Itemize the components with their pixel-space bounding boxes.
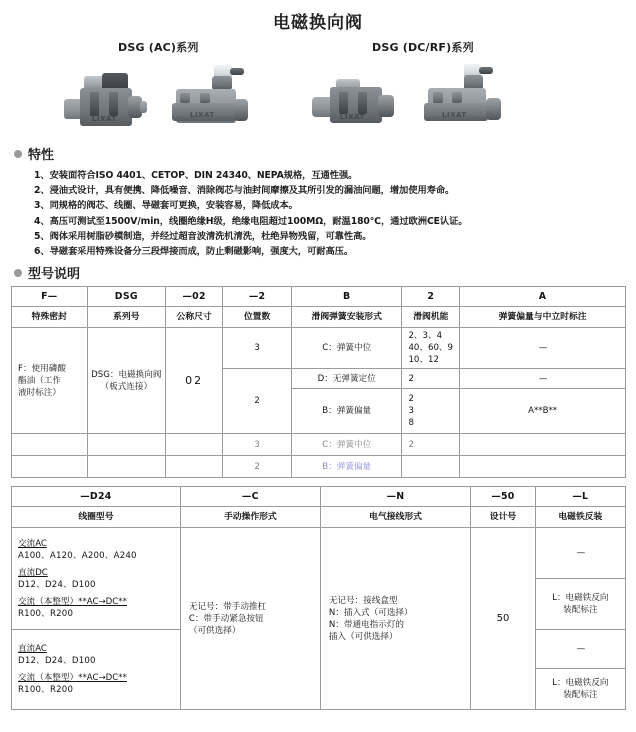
name-cell: 滑阀机能	[402, 307, 460, 328]
valve-logo: LIXAT	[442, 111, 467, 119]
table-row-names	[12, 507, 626, 528]
reverse-mount-cell: —	[535, 630, 625, 669]
reverse-mount-line: L：电磁铁反向	[552, 678, 609, 689]
table-row-names	[12, 307, 626, 328]
model-spec-heading	[0, 263, 636, 282]
bias-cell	[460, 456, 626, 478]
positions-cell: 2	[223, 456, 292, 478]
positions-cell: 3	[223, 328, 292, 369]
manual-line: （可供选择）	[188, 625, 241, 636]
wiring-line: N：带通电指示灯的	[328, 619, 405, 630]
special-seal-cell	[12, 456, 88, 478]
coil-group-values: D12、D24、D100	[18, 656, 96, 667]
name-cell: 电气接线形式	[320, 507, 470, 528]
name-cell: 手动操作形式	[180, 507, 320, 528]
wiring-line: N：插入式（可选择）	[328, 607, 413, 618]
name-cell: 设计号	[471, 507, 535, 528]
reverse-mount-cell	[535, 669, 625, 710]
model-spec-tables	[0, 282, 636, 710]
wiring-form-cell	[320, 528, 470, 710]
table-row	[12, 528, 626, 579]
code-cell: —50	[471, 487, 535, 507]
features-list	[0, 168, 636, 259]
function-line: 10、12	[408, 355, 439, 366]
coil-group-values: R100、R200	[18, 685, 74, 696]
reverse-mount-line: 装配标注	[563, 605, 598, 616]
series-line: （板式连接）	[100, 381, 153, 392]
spring-form-cell: B：弹簧偏量	[291, 389, 402, 434]
positions-cell: 2	[223, 369, 292, 434]
name-cell: 弹簧偏量与中立时标注	[460, 307, 626, 328]
bias-cell: A**B**	[460, 389, 626, 434]
valve-function-cell	[402, 328, 460, 369]
table-row-codes	[12, 287, 626, 307]
design-number-cell: 50	[471, 528, 535, 710]
code-cell: —L	[535, 487, 625, 507]
name-cell: 滑阀弹簧安装形式	[291, 307, 402, 328]
reverse-mount-line: L：电磁铁反向	[552, 593, 609, 604]
series-label-dcrf: DSG (DC/RF)系列	[372, 41, 474, 54]
code-cell: —2	[223, 287, 292, 307]
page-title: 电磁换向阀	[273, 13, 363, 33]
features-heading-label: 特性	[28, 148, 55, 163]
coil-type-cell-lower	[12, 630, 181, 710]
feature-item: 5、阀体采用树脂砂模制造，并经过超音波清洗机清洗，杜绝异物残留，可靠性高。	[34, 230, 372, 242]
code-cell: 2	[402, 287, 460, 307]
reverse-mount-line: 装配标注	[563, 690, 598, 701]
feature-item: 1、安装面符合ISO 4401、CETOP、DIN 24340、NEPA规格，互通性强。	[34, 170, 358, 181]
valve-image-dcrf-1	[312, 59, 408, 137]
bias-cell: —	[460, 328, 626, 369]
bullet-icon	[14, 269, 22, 277]
code-cell: —N	[320, 487, 470, 507]
coil-group-title: 交流AC	[18, 538, 47, 549]
spring-form-cell: C：弹簧中位	[291, 328, 402, 369]
name-cell: 特殊密封	[12, 307, 88, 328]
nominal-size-cell	[166, 456, 223, 478]
table-row-codes	[12, 487, 626, 507]
bias-cell: —	[460, 369, 626, 389]
function-line: 2、3、4	[408, 331, 443, 342]
nominal-size-cell	[166, 434, 223, 456]
coil-group-values: R100、R200	[18, 608, 74, 619]
name-cell: 电磁铁反装	[535, 507, 625, 528]
name-cell: 线圈型号	[12, 507, 181, 528]
coil-group-title: 交流（本整型）**AC→DC**	[18, 596, 127, 607]
code-cell: B	[291, 287, 402, 307]
manual-line: C：带手动紧急按钮	[188, 613, 264, 624]
code-cell: DSG	[87, 287, 166, 307]
coil-type-cell-upper	[12, 528, 181, 630]
special-seal-line: 酯油（工作	[18, 375, 61, 386]
function-line: 40、60、9	[408, 343, 453, 354]
valve-logo: LIXAT	[92, 115, 117, 123]
model-spec-heading-label: 型号说明	[28, 267, 81, 283]
valve-logo: LIXAT	[340, 113, 365, 121]
name-cell: 系列号	[87, 307, 166, 328]
valve-image-dcrf-2	[420, 59, 516, 137]
valve-function-cell: 2	[402, 369, 460, 389]
valve-function-cell	[402, 456, 460, 478]
code-cell: F—	[12, 287, 88, 307]
special-seal-cell	[12, 434, 88, 456]
series-line: DSG：电磁换向阀	[91, 369, 162, 380]
coil-group-title: 直流DC	[18, 567, 48, 578]
feature-item: 6、导磁套采用特殊设备分三段焊接而成，防止剩磁影响，强度大，可耐高压。	[34, 246, 354, 258]
coil-group-values: A100、A120、A200、A240	[18, 550, 137, 561]
manual-line: 无记号：带手动推杠	[188, 601, 267, 612]
series-cell	[87, 328, 166, 434]
name-cell: 位置数	[223, 307, 292, 328]
coil-group-values: D12、D24、D100	[18, 579, 96, 590]
valve-image-ac-1	[62, 59, 158, 137]
coil-group-title: 直流AC	[18, 644, 47, 655]
nominal-size-cell: 02	[166, 328, 223, 434]
model-code-table-2	[11, 486, 626, 710]
spring-form-cell: B：弹簧偏量	[291, 456, 402, 478]
table-row	[12, 456, 626, 478]
feature-item: 4、高压可测试至1500V/min，线圈绝缘H级，绝缘电阻超过100MΩ，耐温180℃，通过欧洲CE认证。	[34, 215, 468, 227]
valve-logo: LIXAT	[190, 111, 215, 119]
bullet-icon	[14, 150, 22, 158]
name-cell: 公称尺寸	[166, 307, 223, 328]
features-heading	[0, 144, 636, 163]
series-cell	[87, 434, 166, 456]
model-code-table-1	[11, 286, 626, 478]
coil-group-title: 交流（本整型）**AC→DC**	[18, 673, 127, 684]
product-showcase	[0, 39, 636, 144]
wiring-line: 无记号：接线盒型	[328, 595, 398, 606]
valve-image-ac-2	[166, 59, 262, 137]
table-row	[12, 434, 626, 456]
valve-function-cell	[402, 389, 460, 434]
special-seal-line: 液时标注）	[18, 387, 61, 398]
special-seal-line: F：使用磷酸	[18, 363, 66, 374]
function-line: 8	[408, 418, 414, 429]
wiring-line: 插入（可供选择）	[328, 631, 398, 642]
reverse-mount-cell	[535, 579, 625, 630]
code-cell: —D24	[12, 487, 181, 507]
series-label-ac: DSG (AC)系列	[118, 41, 199, 54]
feature-item: 2、浸油式设计，具有便携、降低噪音、消除阀芯与油封间摩擦及其所引发的漏油问题，增加使用寿命。	[34, 185, 455, 197]
feature-item: 3、同规格的阀芯、线圈、导磁套可更换，安装容易，降低成本。	[34, 200, 298, 212]
table-row	[12, 328, 626, 369]
code-cell: A	[460, 287, 626, 307]
series-cell	[87, 456, 166, 478]
bias-cell	[460, 434, 626, 456]
positions-cell: 3	[223, 434, 292, 456]
manual-operation-cell	[180, 528, 320, 710]
spring-form-cell: D：无弹簧定位	[291, 369, 402, 389]
function-line: 2	[408, 394, 414, 405]
spring-form-cell: C：弹簧中位	[291, 434, 402, 456]
reverse-mount-cell: —	[535, 528, 625, 579]
code-cell: —02	[166, 287, 223, 307]
special-seal-cell	[12, 328, 88, 434]
valve-function-cell: 2	[402, 434, 460, 456]
function-line: 3	[408, 406, 414, 417]
code-cell: —C	[180, 487, 320, 507]
